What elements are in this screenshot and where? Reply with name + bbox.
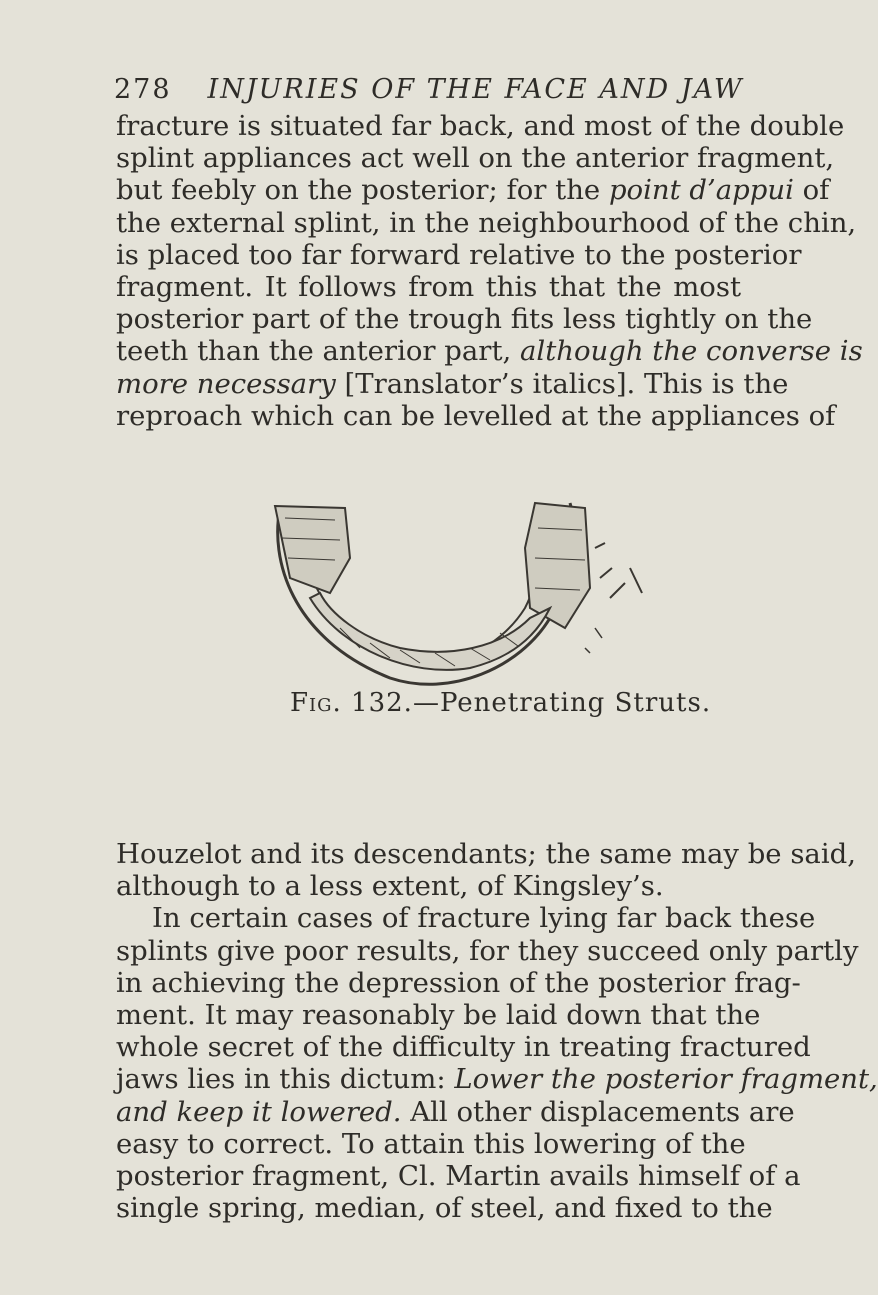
text-line: whole secret of the difficulty in treating fractured: [116, 1031, 811, 1064]
text-line: In certain cases of fracture lying far back these: [152, 902, 816, 935]
text-line: is placed too far forward relative to the posterior: [116, 238, 802, 271]
paragraph-2: [116, 838, 878, 1225]
text-line: splints give poor results, for they succeed only partly: [116, 934, 859, 967]
italic-phrase: although the converse is: [520, 335, 863, 368]
text-line: jaws lies in this dictum: Lower the posterior fragment,: [116, 1063, 878, 1096]
text-line: posterior fragment, Cl. Martin avails himself of a: [116, 1160, 801, 1193]
figure-caption: [290, 688, 711, 718]
italic-phrase: more necessary: [116, 367, 336, 400]
text-line: single spring, median, of steel, and fixed to the: [116, 1192, 773, 1225]
paragraph-1: [116, 110, 863, 432]
text-line: Houzelot and its descendants; the same may be said,: [116, 838, 856, 870]
text-line: fragment. It follows from this that the most: [116, 271, 741, 304]
text-line: easy to correct. To attain this lowering of the: [116, 1127, 746, 1160]
text-line: but feebly on the posterior; for the point d’appui of: [116, 174, 830, 207]
text-line: in achieving the depression of the posterior frag-: [116, 966, 801, 999]
text-line: posterior part of the trough fits less tightly on the: [116, 303, 813, 336]
running-header: [114, 74, 744, 105]
text-line: teeth than the anterior part, although the converse is: [116, 335, 863, 368]
text-line: reproach which can be levelled at the appliances of: [116, 399, 836, 432]
italic-phrase: Lower the posterior fragment,: [454, 1063, 878, 1096]
text-line: splint appliances act well on the anterior fragment,: [116, 142, 835, 175]
jaw-splint-illustration: [275, 503, 642, 684]
running-head-title: INJURIES OF THE FACE AND JAW: [207, 74, 744, 105]
figure-label: Fig. 132.: [290, 688, 413, 718]
text-line: the external splint, in the neighbourhood of the chin,: [116, 206, 857, 239]
text-line: ment. It may reasonably be laid down that the: [116, 999, 761, 1032]
italic-phrase: and keep it lowered.: [116, 1095, 402, 1128]
italic-phrase: point d’appui: [608, 174, 794, 207]
text-line: and keep it lowered. All other displacements are: [116, 1095, 795, 1128]
text-line: fracture is situated far back, and most of the double: [116, 110, 845, 142]
figure-caption-text: —Penetrating Struts.: [412, 688, 712, 718]
figure-penetrating-struts: [250, 498, 650, 698]
text-line: more necessary [Translator’s italics]. This is the: [116, 367, 789, 400]
page-number: 278: [114, 74, 172, 105]
text-line: although to a less extent, of Kingsley’s.: [116, 870, 664, 903]
